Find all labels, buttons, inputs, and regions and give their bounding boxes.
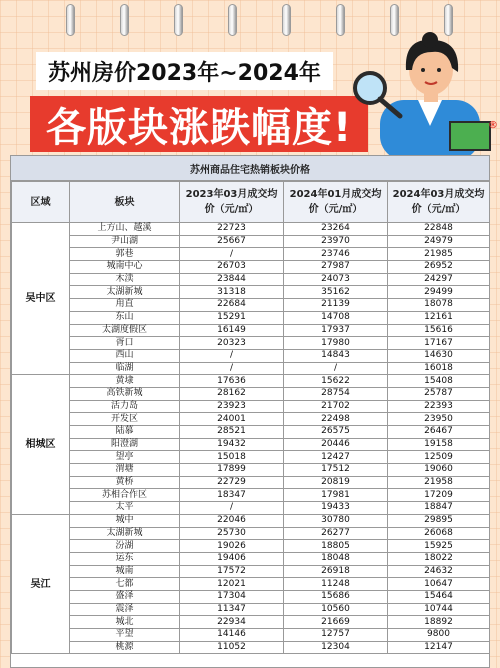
column-header: 2024年01月成交均价（元/㎡） [284, 182, 388, 223]
table-row [12, 641, 490, 654]
district-cell: 汾湖 [70, 540, 180, 553]
district-cell: 胥口 [70, 337, 180, 350]
price-cell: 22684 [180, 299, 284, 312]
table-row [12, 223, 490, 236]
price-cell: 29499 [388, 286, 490, 299]
price-cell: 31318 [180, 286, 284, 299]
price-cell: 17937 [284, 324, 388, 337]
region-cell: 吴中区 [12, 223, 70, 375]
district-cell: 活力岛 [70, 400, 180, 413]
table-row [12, 248, 490, 261]
price-cell: 22723 [180, 223, 284, 236]
price-cell: 18022 [388, 552, 490, 565]
svg-text:®: ® [488, 120, 498, 131]
district-cell: 城中 [70, 514, 180, 527]
ring-icon [174, 4, 183, 36]
price-cell: 22729 [180, 476, 284, 489]
district-cell: 黄埭 [70, 375, 180, 388]
column-header: 区域 [12, 182, 70, 223]
price-cell: 23950 [388, 413, 490, 426]
table-row [12, 629, 490, 642]
price-cell: 24297 [388, 273, 490, 286]
price-cell: 14146 [180, 629, 284, 642]
price-cell: 25730 [180, 527, 284, 540]
price-cell: 21702 [284, 400, 388, 413]
price-cell: 30780 [284, 514, 388, 527]
table-row [12, 540, 490, 553]
district-cell: 苏相合作区 [70, 489, 180, 502]
price-cell: 14630 [388, 349, 490, 362]
price-cell: 17304 [180, 590, 284, 603]
district-cell: 西山 [70, 349, 180, 362]
price-cell: / [180, 502, 284, 515]
price-cell: 26068 [388, 527, 490, 540]
price-cell: 28162 [180, 387, 284, 400]
price-cell: 20323 [180, 337, 284, 350]
price-cell: 10647 [388, 578, 490, 591]
table-row [12, 426, 490, 439]
price-cell: 26575 [284, 426, 388, 439]
table-row [12, 311, 490, 324]
price-table-card [10, 155, 490, 668]
price-cell: 12757 [284, 629, 388, 642]
district-cell: 城北 [70, 616, 180, 629]
price-cell: 17980 [284, 337, 388, 350]
ring-icon [228, 4, 237, 36]
table-row [12, 603, 490, 616]
price-cell: 15464 [388, 590, 490, 603]
price-cell: 11248 [284, 578, 388, 591]
price-cell: / [284, 362, 388, 375]
price-cell: 12427 [284, 451, 388, 464]
price-cell: 11052 [180, 641, 284, 654]
price-cell: 16149 [180, 324, 284, 337]
price-table [11, 181, 490, 654]
table-row [12, 286, 490, 299]
price-cell: 19158 [388, 438, 490, 451]
price-cell: 18048 [284, 552, 388, 565]
price-cell: 12304 [284, 641, 388, 654]
price-cell: 21139 [284, 299, 388, 312]
district-cell: 运东 [70, 552, 180, 565]
table-row [12, 273, 490, 286]
table-row [12, 438, 490, 451]
price-cell: 18078 [388, 299, 490, 312]
ring-icon [282, 4, 291, 36]
price-cell: 21958 [388, 476, 490, 489]
price-cell: 11347 [180, 603, 284, 616]
district-cell: 渭塘 [70, 464, 180, 477]
district-cell: 陆慕 [70, 426, 180, 439]
price-cell: 15925 [388, 540, 490, 553]
district-cell: 太湖度假区 [70, 324, 180, 337]
price-cell: 23844 [180, 273, 284, 286]
price-cell: 22498 [284, 413, 388, 426]
district-cell: 尹山湖 [70, 235, 180, 248]
table-row [12, 464, 490, 477]
district-cell: 七都 [70, 578, 180, 591]
price-cell: 12161 [388, 311, 490, 324]
price-cell: 24001 [180, 413, 284, 426]
price-cell: 26703 [180, 261, 284, 274]
table-row [12, 375, 490, 388]
table-row [12, 261, 490, 274]
district-cell: 望亭 [70, 451, 180, 464]
price-cell: 15622 [284, 375, 388, 388]
price-cell: / [180, 248, 284, 261]
person-with-magnifier-illustration [340, 30, 500, 160]
price-cell: 16018 [388, 362, 490, 375]
price-cell: 15408 [388, 375, 490, 388]
district-cell: 太湖新城 [70, 527, 180, 540]
table-row [12, 476, 490, 489]
price-cell: 22046 [180, 514, 284, 527]
price-cell: 15291 [180, 311, 284, 324]
price-cell: 26952 [388, 261, 490, 274]
price-cell: 22934 [180, 616, 284, 629]
district-cell: 开发区 [70, 413, 180, 426]
price-cell: 14843 [284, 349, 388, 362]
price-cell: 10744 [388, 603, 490, 616]
price-cell: 23264 [284, 223, 388, 236]
price-cell: 17572 [180, 565, 284, 578]
price-cell: 20819 [284, 476, 388, 489]
column-header: 2023年03月成交均价（元/㎡） [180, 182, 284, 223]
table-row [12, 616, 490, 629]
price-cell: 26277 [284, 527, 388, 540]
district-cell: 高铁新城 [70, 387, 180, 400]
price-cell: 35162 [284, 286, 388, 299]
price-cell: 17899 [180, 464, 284, 477]
price-cell: 29895 [388, 514, 490, 527]
price-cell: 24073 [284, 273, 388, 286]
table-row [12, 489, 490, 502]
price-cell: 22393 [388, 400, 490, 413]
price-cell: 18892 [388, 616, 490, 629]
price-cell: 23970 [284, 235, 388, 248]
price-cell: 26467 [388, 426, 490, 439]
district-cell: 临湖 [70, 362, 180, 375]
page-title: 各版块涨跌幅度! [30, 96, 368, 152]
price-cell: 21669 [284, 616, 388, 629]
table-row [12, 324, 490, 337]
district-cell: 阳澄湖 [70, 438, 180, 451]
column-header: 板块 [70, 182, 180, 223]
table-row [12, 502, 490, 515]
table-row [12, 514, 490, 527]
price-cell: 14708 [284, 311, 388, 324]
price-cell: 9800 [388, 629, 490, 642]
price-cell: 12021 [180, 578, 284, 591]
price-cell: 15616 [388, 324, 490, 337]
district-cell: 东山 [70, 311, 180, 324]
table-row [12, 337, 490, 350]
district-cell: 甪直 [70, 299, 180, 312]
region-cell: 吴江 [12, 514, 70, 654]
price-cell: 28754 [284, 387, 388, 400]
price-cell: 12509 [388, 451, 490, 464]
price-cell: 15018 [180, 451, 284, 464]
price-cell: 19432 [180, 438, 284, 451]
price-cell: 19026 [180, 540, 284, 553]
region-cell: 相城区 [12, 375, 70, 515]
district-cell: 平望 [70, 629, 180, 642]
table-row [12, 299, 490, 312]
table-row [12, 362, 490, 375]
table-row [12, 565, 490, 578]
price-cell: 17167 [388, 337, 490, 350]
price-cell: 26918 [284, 565, 388, 578]
price-cell: 18847 [388, 502, 490, 515]
price-cell: 17512 [284, 464, 388, 477]
price-cell: 27987 [284, 261, 388, 274]
table-caption: 苏州商品住宅热销板块价格 [11, 156, 489, 181]
district-cell: 上方山、越溪 [70, 223, 180, 236]
district-cell: 城南 [70, 565, 180, 578]
price-cell: 10560 [284, 603, 388, 616]
district-cell: 木渎 [70, 273, 180, 286]
table-row [12, 413, 490, 426]
price-cell: 19060 [388, 464, 490, 477]
price-cell: 17209 [388, 489, 490, 502]
price-cell: 25667 [180, 235, 284, 248]
price-cell: 22848 [388, 223, 490, 236]
price-cell: 24632 [388, 565, 490, 578]
price-cell: 21985 [388, 248, 490, 261]
price-cell: 17636 [180, 375, 284, 388]
price-cell: / [180, 349, 284, 362]
table-row [12, 527, 490, 540]
table-row [12, 349, 490, 362]
price-cell: 28521 [180, 426, 284, 439]
price-cell: 18805 [284, 540, 388, 553]
column-header: 2024年03月成交均价（元/㎡） [388, 182, 490, 223]
district-cell: 城南中心 [70, 261, 180, 274]
price-cell: 18347 [180, 489, 284, 502]
subtitle-banner: 苏州房价2023年~2024年 [36, 52, 333, 90]
table-row [12, 387, 490, 400]
price-cell: 23746 [284, 248, 388, 261]
price-cell: 12147 [388, 641, 490, 654]
table-row [12, 400, 490, 413]
table-row [12, 552, 490, 565]
district-cell: 震泽 [70, 603, 180, 616]
table-row [12, 451, 490, 464]
district-cell: 太平 [70, 502, 180, 515]
ring-icon [120, 4, 129, 36]
price-cell: 23923 [180, 400, 284, 413]
price-cell: 24979 [388, 235, 490, 248]
price-cell: / [180, 362, 284, 375]
price-cell: 25787 [388, 387, 490, 400]
district-cell: 黄桥 [70, 476, 180, 489]
district-cell: 郭巷 [70, 248, 180, 261]
price-cell: 20446 [284, 438, 388, 451]
district-cell: 盛泽 [70, 590, 180, 603]
table-header-row [12, 182, 490, 223]
table-row [12, 578, 490, 591]
price-cell: 19406 [180, 552, 284, 565]
district-cell: 太湖新城 [70, 286, 180, 299]
ring-icon [66, 4, 75, 36]
district-cell: 桃源 [70, 641, 180, 654]
table-row [12, 235, 490, 248]
price-cell: 17981 [284, 489, 388, 502]
price-cell: 15686 [284, 590, 388, 603]
table-row [12, 590, 490, 603]
price-cell: 19433 [284, 502, 388, 515]
